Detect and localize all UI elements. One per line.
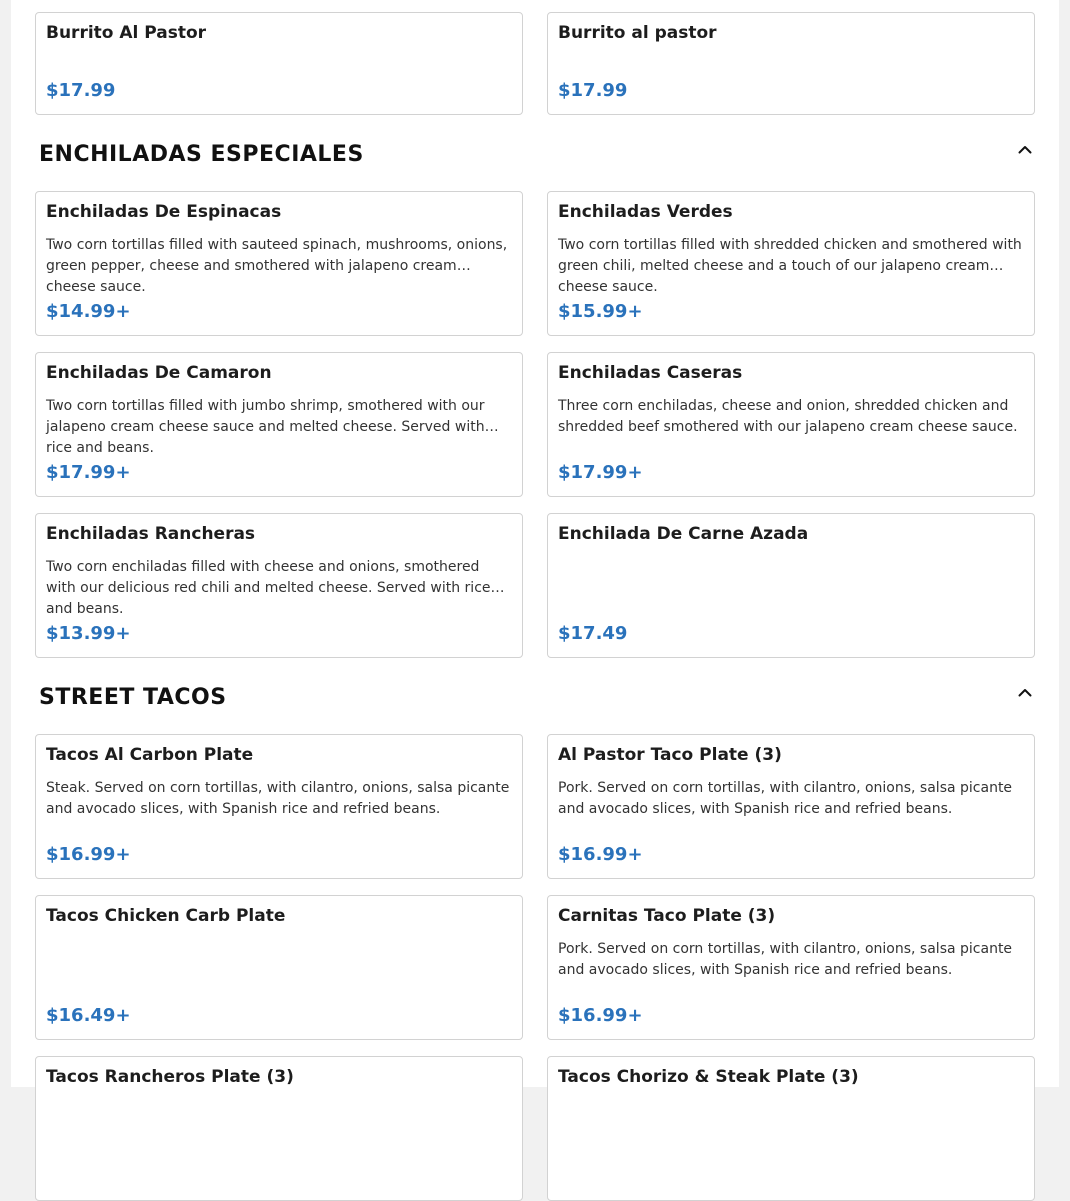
item-name: Enchiladas Caseras: [558, 363, 743, 383]
item-price: $17.99: [46, 80, 116, 101]
menu-item-card[interactable]: [35, 895, 523, 1040]
chevron-up-icon: [1018, 145, 1032, 154]
item-price: $16.99+: [558, 1005, 643, 1026]
item-description: Two corn enchiladas filled with cheese and onions, smothered with our delicious red chili and melted cheese. Served with rice and beans.: [46, 559, 491, 617]
item-name: Enchiladas Rancheras: [46, 524, 256, 544]
item-description: Two corn tortillas filled with shredded chicken and smothered with green chili, melted cheese and a touch of our jalapeno cream cheese sauce.: [558, 237, 1022, 295]
item-price: $16.49+: [46, 1005, 131, 1026]
menu-item-card[interactable]: [547, 895, 1035, 1040]
menu-item-card[interactable]: [547, 1056, 1035, 1201]
collapse-section-button[interactable]: [1015, 139, 1035, 159]
menu-item-card[interactable]: [547, 12, 1035, 115]
item-price: $17.99: [558, 80, 628, 101]
chevron-up-icon: [1018, 688, 1032, 697]
item-name: Tacos Al Carbon Plate: [46, 745, 254, 765]
menu-item-card[interactable]: [35, 513, 523, 658]
item-description: Pork. Served on corn tortillas, with cilantro, onions, salsa picante and avocado slices, with Spanish rice and refried beans.: [558, 941, 1013, 978]
menu-item-card[interactable]: [35, 1056, 523, 1201]
item-name: Burrito al pastor: [558, 23, 717, 43]
item-name: Carnitas Taco Plate (3): [558, 906, 776, 926]
item-name: Burrito Al Pastor: [46, 23, 207, 43]
item-name: Tacos Rancheros Plate (3): [46, 1067, 294, 1087]
item-description: Two corn tortillas filled with jumbo shrimp, smothered with our jalapeno cream cheese sauce and melted cheese. Served with rice and beans.: [46, 398, 485, 456]
section-title-street-tacos: STREET TACOS: [39, 685, 227, 710]
item-name: Al Pastor Taco Plate (3): [558, 745, 782, 765]
menu-item-card[interactable]: [35, 12, 523, 115]
item-description: Two corn tortillas filled with sauteed spinach, mushrooms, onions, green pepper, cheese and smothered with jalapeno cream cheese sauce.: [46, 237, 508, 295]
item-price: $17.99+: [46, 462, 131, 483]
item-name: Enchiladas Verdes: [558, 202, 733, 222]
menu-item-card[interactable]: [547, 513, 1035, 658]
item-name: Enchiladas De Espinacas: [46, 202, 282, 222]
item-description: Steak. Served on corn tortillas, with cilantro, onions, salsa picante and avocado slices, with Spanish rice and refried beans.: [46, 780, 510, 817]
item-description: Three corn enchiladas, cheese and onion, shredded chicken and shredded beef smothered with our jalapeno cream cheese sauce.: [558, 398, 1018, 435]
menu-item-card[interactable]: [35, 734, 523, 879]
item-name: Tacos Chicken Carb Plate: [46, 906, 286, 926]
item-description: Pork. Served on corn tortillas, with cilantro, onions, salsa picante and avocado slices, with Spanish rice and refried beans.: [558, 780, 1013, 817]
menu-item-card[interactable]: [547, 352, 1035, 497]
section-title-enchiladas: ENCHILADAS ESPECIALES: [39, 142, 364, 167]
item-price: $17.99+: [558, 462, 643, 483]
item-price: $16.99+: [558, 844, 643, 865]
collapse-section-button[interactable]: [1015, 682, 1035, 702]
menu-item-card[interactable]: [35, 191, 523, 336]
item-price: $13.99+: [46, 623, 131, 644]
menu-item-card[interactable]: [547, 734, 1035, 879]
item-price: $17.49: [558, 623, 628, 644]
item-price: $16.99+: [46, 844, 131, 865]
menu-page: [11, 0, 1059, 1087]
item-name: Enchiladas De Camaron: [46, 363, 272, 383]
menu-item-card[interactable]: [547, 191, 1035, 336]
menu-item-card[interactable]: [35, 352, 523, 497]
item-price: $14.99+: [46, 301, 131, 322]
item-name: Tacos Chorizo & Steak Plate (3): [558, 1067, 859, 1087]
item-price: $15.99+: [558, 301, 643, 322]
item-name: Enchilada De Carne Azada: [558, 524, 809, 544]
